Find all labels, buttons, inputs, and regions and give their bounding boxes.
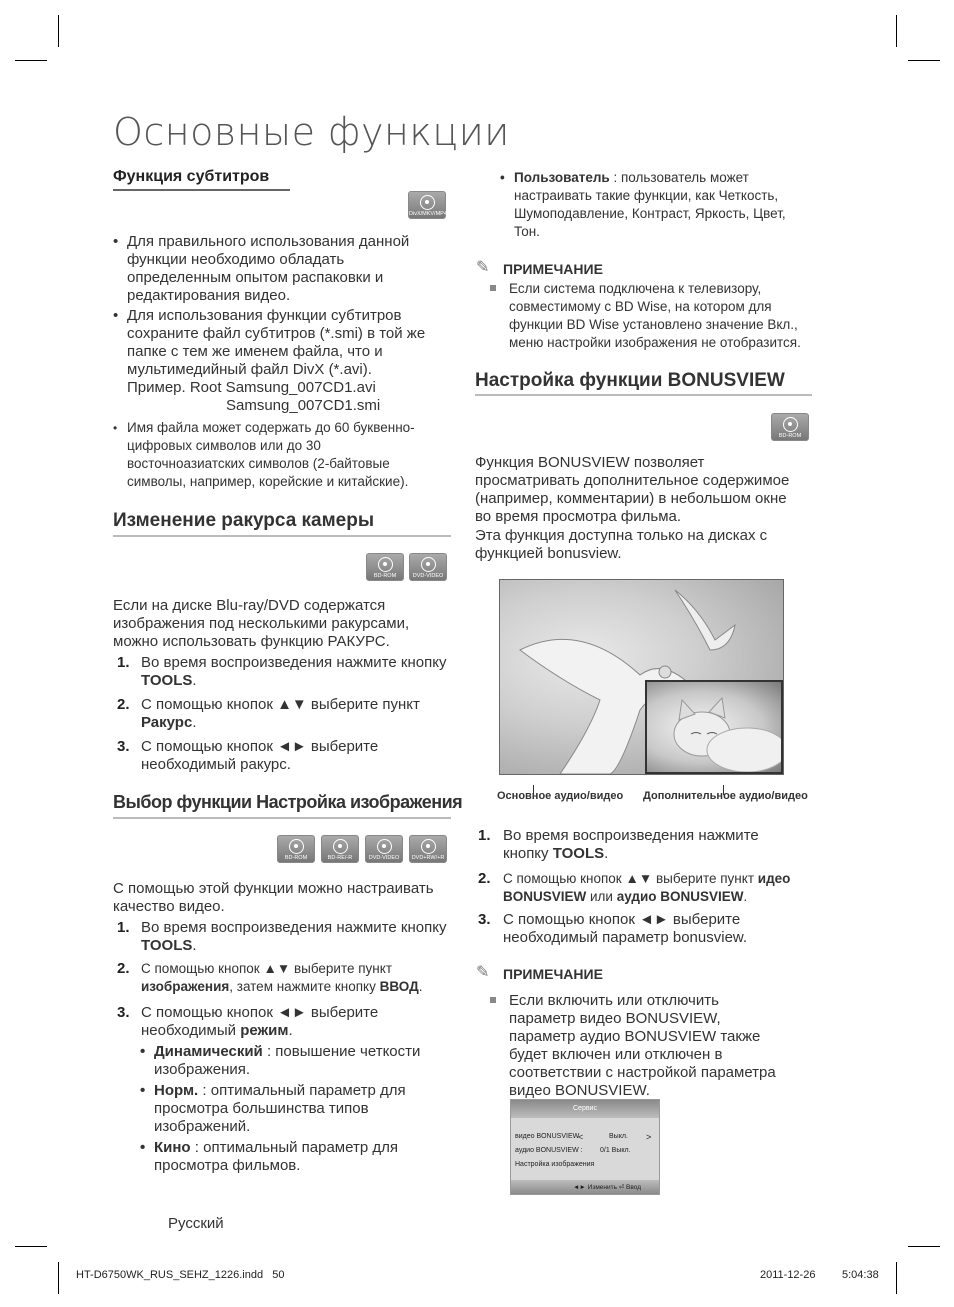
bonus-heading: Настройка функции BONUSVIEW: [475, 370, 785, 391]
crop-mark: [896, 1262, 897, 1294]
step-text: .: [743, 889, 748, 904]
cat-image: [647, 682, 781, 772]
bullet-line: Пример. Root Samsung_007CD1.avi: [127, 379, 376, 396]
note-bullet-icon: [490, 285, 496, 291]
mode-desc: : повышение четкости изображения.: [154, 1043, 421, 1078]
caption-main-av: Основное аудио/видео: [497, 790, 624, 802]
step-text: Во время воспроизведения нажмите кнопку: [141, 919, 447, 936]
step-text: необходимый параметр bonusview.: [503, 929, 748, 946]
step-text: или: [586, 889, 617, 904]
step-number: 3.: [117, 738, 130, 755]
picture-heading: Выбор функции Настройка изображения: [113, 792, 463, 812]
step-number: 3.: [117, 1004, 130, 1021]
footer-filename: HT-D6750WK_RUS_SEHZ_1226.indd 50: [76, 1269, 285, 1281]
menu-row-label: Настройка изображения: [515, 1161, 595, 1168]
note-text: Если система подключена к телевизору, совместимому с BD Wise, на котором для функции BD Wise установлено значение Вкл., меню настройки изображения не отобразится.: [509, 281, 801, 350]
crop-mark: [896, 15, 897, 47]
step-number: 2.: [117, 960, 130, 977]
disc-icon: [377, 839, 392, 854]
disc-icon: [783, 417, 798, 432]
step-keyword: BONUSVIEW: [503, 889, 587, 904]
step-text: С помощью кнопок ▲▼ выберите пункт: [141, 961, 393, 976]
tools-menu-footer-text: ◄► Изменить ⏎ Ввод: [573, 1184, 642, 1191]
caption-sub-av: Дополнительное аудио/видео: [643, 790, 808, 802]
bd-re-disc-icon: [321, 835, 359, 863]
angle-intro: Если на диске Blu-ray/DVD содержатся изображения под несколькими ракурсами, можно использовать функцию РАКУРС.: [113, 597, 410, 650]
subtitles-heading: Функция субтитров: [113, 168, 270, 185]
crop-mark: [58, 1262, 59, 1294]
step-text: необходимый ракурс.: [141, 756, 291, 773]
mode-desc: : оптимальный параметр для просмотра большинства типов изображений.: [154, 1082, 406, 1135]
note-heading: ПРИМЕЧАНИЕ: [503, 261, 603, 277]
step-text: .: [192, 672, 197, 689]
step-text: кнопку: [503, 845, 553, 862]
picture-step-2: [141, 960, 461, 996]
footer-time: 5:04:38: [842, 1269, 879, 1281]
crop-mark: [15, 1246, 47, 1247]
picture-step-1: [141, 919, 456, 955]
angle-heading: Изменение ракурса камеры: [113, 510, 375, 531]
disc-icon: [333, 839, 348, 854]
bonus-intro-2: Эта функция доступна только на дисках с функцией bonusview.: [475, 527, 768, 562]
picture-heading-underline: [113, 817, 451, 819]
disc-icon-label: DivX/MKV/MP4: [409, 211, 447, 217]
disc-icon-label: BD-ROM: [373, 573, 397, 579]
disc-icon-label: BD-ROM: [778, 433, 802, 439]
menu-row-picture-settings[interactable]: [515, 1161, 655, 1171]
bonus-step-2: [503, 870, 813, 906]
crop-mark: [908, 1246, 940, 1247]
menu-row-value: Выкл.: [609, 1133, 628, 1140]
bullet-text: Для правильного использования данной функции необходимо обладать определенным опытом распаковки и редактирования видео.: [127, 233, 410, 304]
step-text: С помощью кнопок ▲▼ выберите пункт: [503, 871, 758, 886]
step-keyword: изображения: [141, 979, 230, 994]
note-text: Если включить или отключить параметр видео BONUSVIEW, параметр аудио BONUSVIEW также будет включен или отключен в соответствии с настройкой параметра видео BONUSVIEW.: [509, 992, 776, 1099]
step-text: С помощью кнопок ▲▼ выберите пункт: [141, 696, 420, 713]
step-text: .: [604, 845, 609, 862]
bd-rom-disc-icon: [771, 413, 809, 441]
note-pencil-icon: ✎: [476, 259, 490, 276]
disc-icon-label: BD-RE/-R: [327, 855, 353, 861]
disc-icon: [420, 195, 435, 210]
bullet-text: Имя файла может содержать до 60 буквенно-цифровых символов или до 30 восточноазиатских символов (2-байтовые символы, например, корейские и китайские).: [127, 420, 415, 489]
chevron-left-icon[interactable]: <: [578, 1132, 584, 1142]
crop-mark: [58, 15, 59, 47]
mode-name: Динамический: [154, 1043, 263, 1060]
bullet-line: Для использования функции субтитров: [127, 307, 402, 324]
step-keyword: идео: [757, 871, 791, 886]
step-text: С помощью кнопок ◄► выберите: [503, 911, 741, 928]
bonus-step-3: [503, 911, 803, 947]
step-text: .: [418, 979, 423, 994]
dvd-video-disc-icon: [365, 835, 403, 863]
step-number: 2.: [117, 696, 130, 713]
step-text: .: [192, 714, 197, 731]
crop-mark: [908, 60, 940, 61]
disc-icon-label: DVD-VIDEO: [368, 855, 400, 861]
disc-icon: [378, 557, 393, 572]
angle-step-1: [141, 654, 456, 690]
disc-icon-label: DVD+RW/+R: [411, 855, 445, 861]
mode-name: Норм.: [154, 1082, 199, 1099]
bd-rom-disc-icon: [277, 835, 315, 863]
chevron-right-icon[interactable]: >: [646, 1132, 652, 1142]
bonus-heading-underline: [475, 394, 812, 396]
menu-row-label: видео BONUSVIEW: [515, 1133, 580, 1140]
footer-language: Русский: [168, 1215, 224, 1232]
step-keyword: TOOLS: [141, 937, 193, 954]
step-text: Во время воспроизведения нажмите кнопку: [141, 654, 447, 671]
step-keyword: TOOLS: [141, 672, 193, 689]
subtitles-heading-underline: [113, 189, 290, 191]
step-number: 1.: [478, 827, 491, 844]
note-heading: ПРИМЕЧАНИЕ: [503, 966, 603, 982]
mode-desc: : пользователь может настраивать такие функции, как Четкость, Шумоподавление, Контраст, Яркость, Цвет, Тон.: [514, 170, 786, 239]
footer-date: 2011-12-26: [760, 1269, 816, 1281]
divx-disc-icon: [408, 191, 446, 219]
picture-intro: С помощью этой функции можно настраивать качество видео.: [113, 880, 434, 915]
page-title: Основные функции: [113, 110, 510, 154]
menu-row-label: аудио BONUSVIEW :: [515, 1147, 583, 1154]
disc-icon-label: DVD-VIDEO: [412, 573, 444, 579]
step-keyword: ВВОД: [379, 979, 419, 994]
step-keyword: режим: [240, 1022, 289, 1039]
disc-icon-label: BD-ROM: [284, 855, 308, 861]
dvd-video-disc-icon: [409, 553, 447, 581]
menu-row-value: 0/1 Выкл.: [600, 1147, 631, 1154]
step-number: 2.: [478, 870, 491, 887]
bd-rom-disc-icon: [366, 553, 404, 581]
bullet-line: сохраните файл субтитров (*.smi) в той же: [127, 325, 426, 342]
picture-step-3: [141, 1004, 456, 1040]
disc-icon: [289, 839, 304, 854]
mode-desc: : оптимальный параметр для просмотра фильмов.: [154, 1139, 398, 1174]
mode-name: Кино: [154, 1139, 191, 1156]
step-text: С помощью кнопок ◄► выберите: [141, 1004, 379, 1021]
step-text: , затем нажмите кнопку: [229, 979, 380, 994]
step-keyword: TOOLS: [552, 845, 605, 862]
sub-video-window: [645, 680, 783, 774]
step-keyword: Ракурс: [141, 714, 193, 731]
bonusview-illustration: [499, 579, 784, 775]
tools-menu-title-text: Сервис: [573, 1105, 597, 1112]
disc-icon: [421, 839, 436, 854]
step-number: 1.: [117, 654, 130, 671]
angle-step-2: [141, 696, 456, 732]
menu-row-audio-bonusview[interactable]: [515, 1147, 655, 1157]
step-text: .: [288, 1022, 293, 1039]
menu-row-video-bonusview[interactable]: [515, 1133, 655, 1143]
note-pencil-icon: ✎: [476, 964, 490, 981]
mode-name: Пользователь: [514, 170, 610, 185]
step-text: Во время воспроизведения нажмите: [503, 827, 759, 844]
note-bullet-icon: [490, 997, 496, 1003]
step-text: С помощью кнопок ◄► выберите: [141, 738, 379, 755]
step-text: необходимый: [141, 1022, 241, 1039]
bullet-line: папке с тем же именем файла, что и: [127, 343, 383, 360]
bullet-line: Samsung_007CD1.smi: [226, 397, 381, 414]
tools-menu: [510, 1099, 660, 1195]
step-text: .: [192, 937, 197, 954]
disc-icon: [421, 557, 436, 572]
crop-mark: [15, 60, 47, 61]
step-keyword: аудио BONUSVIEW: [616, 889, 744, 904]
dvd-rw-disc-icon: [409, 835, 447, 863]
bonus-step-1: [503, 827, 803, 863]
angle-heading-underline: [113, 535, 451, 537]
step-number: 3.: [478, 911, 491, 928]
step-number: 1.: [117, 919, 130, 936]
bullet-line: мультимедийный файл DivX (*.avi).: [127, 361, 372, 378]
angle-step-3: [141, 738, 456, 774]
bonus-intro: Функция BONUSVIEW позволяет просматривать дополнительное содержимое (например, комментарии) в небольшом окне во время просмотра фильма.: [475, 454, 790, 525]
